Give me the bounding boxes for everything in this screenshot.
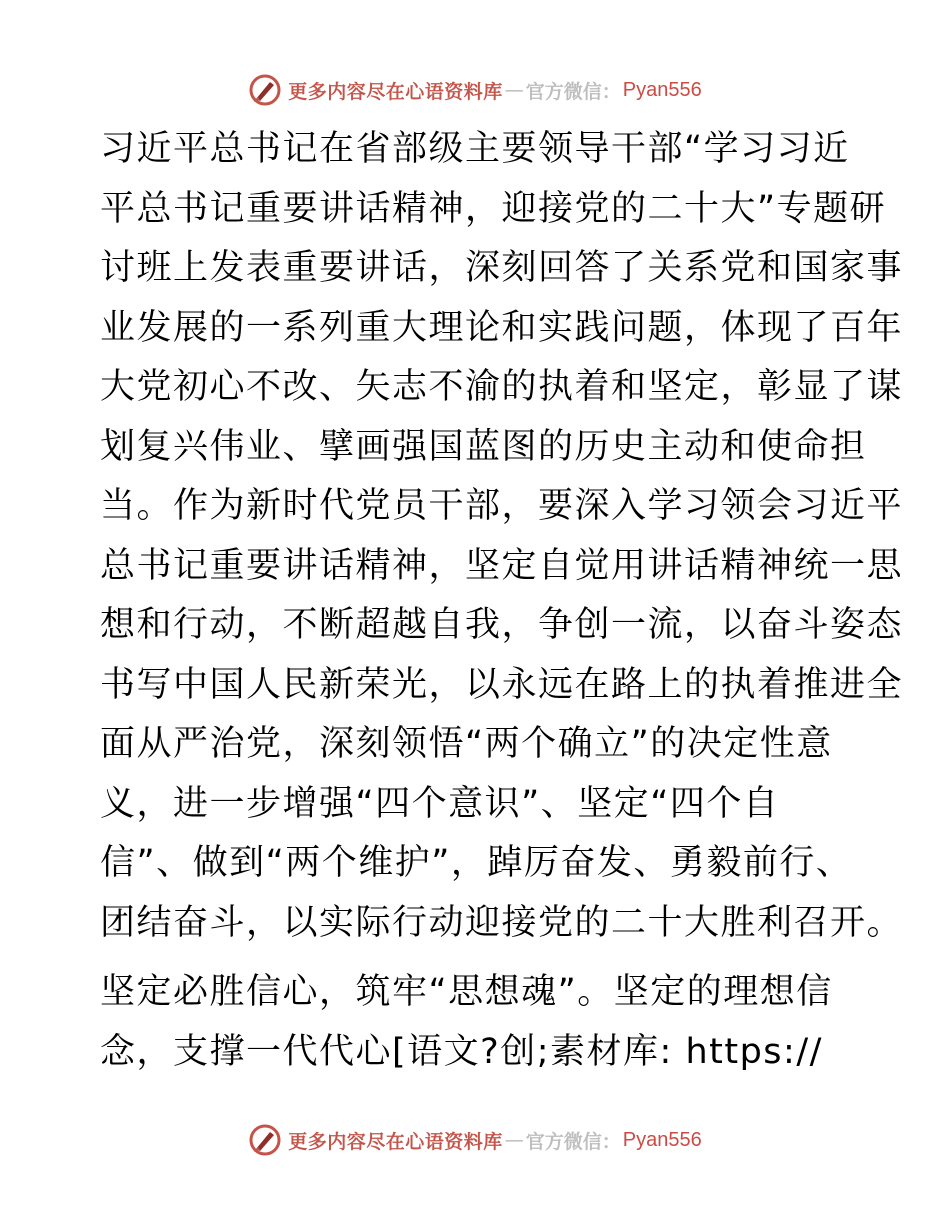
text-line: 面从严治党，深刻领悟“两个确立”的决定性意 [100,724,833,764]
header-watermark-banner [0,70,950,110]
text-line: 划复兴伟业、擘画强国蓝图的历史主动和使命担 [100,426,867,467]
paragraph-2 [100,963,860,1082]
text-line: 讨班上发表重要讲话，深刻回答了关系党和国家事 [100,248,904,288]
text-line: 当。作为新时代党员干部，要深入学习领会习近平 [100,486,904,526]
footer-watermark-banner [0,1120,950,1160]
watermark-wechat-id: Pyan556 [622,78,702,101]
watermark-separator: — [504,79,524,101]
text-line: 想和行动，不断超越自我，争创一流，以奋斗姿态 [100,605,904,645]
watermark-site-text: 更多内容尽在心语资料库 [288,1130,503,1153]
text-line: 义，进一步增强“四个意识”、坚定“四个自 [100,783,780,824]
watermark-wechat-id: Pyan556 [622,1128,702,1151]
text-line: 业发展的一系列重大理论和实践问题，体现了百年 [100,307,904,348]
quill-logo-icon [248,73,282,107]
paragraph-gap [100,953,860,963]
text-line: 习近平总书记在省部级主要领导干部“学习习近 [100,129,850,169]
text-line: 信”、做到“两个维护”，踔厉奋发、勇毅前行、 [100,843,853,883]
text-line: 团结奋斗，以实际行动迎接党的二十大胜利召开。 [100,902,904,943]
text-line: 大党初心不改、矢志不渝的执着和坚定，彰显了谋 [100,367,904,407]
text-line: 平总书记重要讲话精神，迎接党的二十大”专题研 [100,188,887,229]
watermark-wechat-label: 官方微信： [525,80,621,103]
text-line: 总书记重要讲话精神，坚定自觉用讲话精神统一思 [100,545,904,586]
document-body [100,120,904,1082]
text-line: 坚定必胜信心，筑牢“思想魂”。坚定的理想信 [100,972,833,1012]
paragraph-1 [100,120,904,953]
watermark-separator: — [504,1129,524,1151]
quill-logo-icon [248,1123,282,1157]
watermark-site-text: 更多内容尽在心语资料库 [288,80,503,103]
text-line: 书写中国人民新荣光，以永远在路上的执着推进全 [100,664,904,705]
watermark-wechat-label: 官方微信： [525,1130,621,1153]
text-line: 念，支撑一代代心[语文?创;素材库: https:// [100,1031,823,1072]
